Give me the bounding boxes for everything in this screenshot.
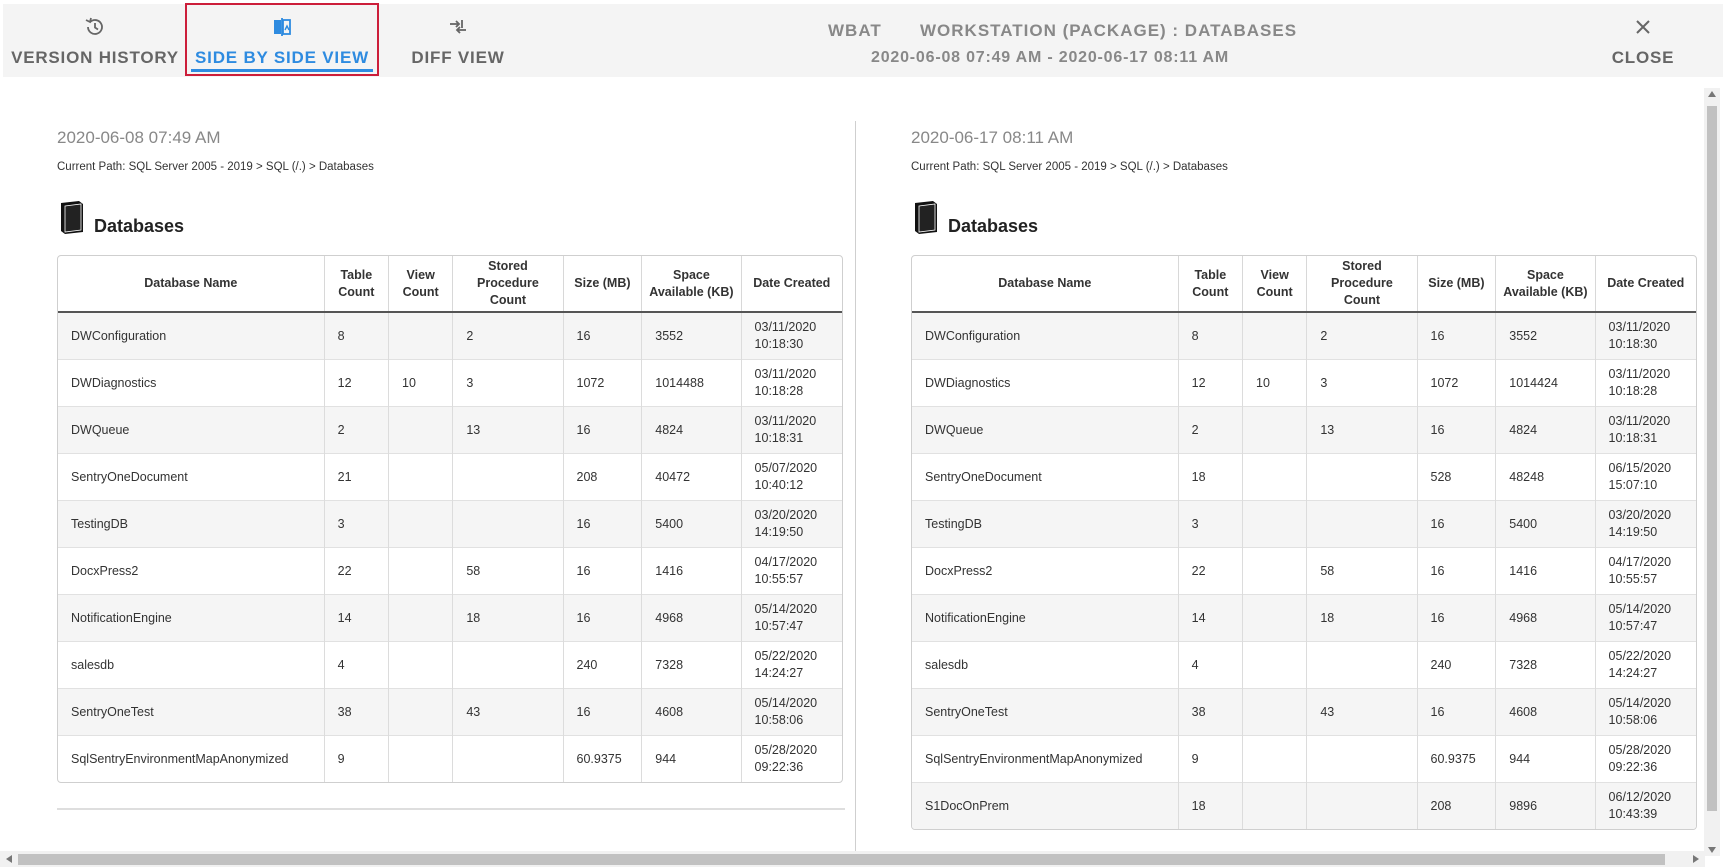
cell-size: 60.9375 [563, 736, 642, 783]
cell-space-available: 7328 [642, 642, 741, 689]
table-row [912, 312, 1696, 360]
table-header-row [58, 256, 842, 312]
col-database-name: Database Name [58, 256, 324, 312]
cell-table-count: 38 [1178, 689, 1242, 736]
cell-size: 16 [1417, 407, 1496, 454]
table-row [912, 501, 1696, 548]
cell-database-name: SentryOneDocument [58, 454, 324, 501]
left-bottom-rule [57, 808, 845, 810]
cell-table-count: 21 [324, 454, 388, 501]
cell-database-name: SqlSentryEnvironmentMapAnonymized [58, 736, 324, 783]
scroll-right-arrow-icon[interactable] [1693, 855, 1699, 863]
cell-stored-procedure-count: 43 [453, 689, 563, 736]
side-by-side-icon [187, 16, 377, 38]
table-row [912, 548, 1696, 595]
cell-view-count [1243, 548, 1307, 595]
cell-space-available: 1014488 [642, 360, 741, 407]
table-row [58, 689, 842, 736]
table-row [58, 642, 842, 689]
cell-space-available: 4968 [1496, 595, 1595, 642]
cell-size: 16 [563, 312, 642, 360]
cell-database-name: DWQueue [912, 407, 1178, 454]
cell-database-name: DWConfiguration [912, 312, 1178, 360]
cell-table-count: 12 [1178, 360, 1242, 407]
cell-space-available: 5400 [1496, 501, 1595, 548]
scroll-up-arrow-icon[interactable] [1708, 91, 1716, 97]
col-date-created: Date Created [1595, 256, 1696, 312]
cell-table-count: 2 [1178, 407, 1242, 454]
cell-table-count: 14 [1178, 595, 1242, 642]
cell-stored-procedure-count [1307, 501, 1417, 548]
cell-database-name: TestingDB [58, 501, 324, 548]
page-title: WORKSTATION (PACKAGE) : DATABASES [920, 21, 1298, 40]
cell-space-available: 1416 [1496, 548, 1595, 595]
table-row [58, 501, 842, 548]
cell-table-count: 22 [1178, 548, 1242, 595]
cell-view-count [389, 548, 453, 595]
col-view-count: View Count [1243, 256, 1307, 312]
cell-space-available: 5400 [642, 501, 741, 548]
cell-table-count: 14 [324, 595, 388, 642]
cell-space-available: 4824 [642, 407, 741, 454]
cell-date-created: 03/11/2020 10:18:30 [741, 312, 842, 360]
cell-stored-procedure-count [453, 642, 563, 689]
side-by-side-view-button[interactable] [185, 3, 379, 76]
table-row [58, 360, 842, 407]
cell-table-count: 3 [1178, 501, 1242, 548]
book-icon [59, 200, 85, 239]
cell-size: 208 [1417, 783, 1496, 830]
col-space-available: Space Available (KB) [642, 256, 741, 312]
cell-database-name: SqlSentryEnvironmentMapAnonymized [912, 736, 1178, 783]
cell-stored-procedure-count [453, 501, 563, 548]
table-row [912, 736, 1696, 783]
cell-database-name: DWDiagnostics [912, 360, 1178, 407]
cell-stored-procedure-count [1307, 783, 1417, 830]
right-databases-table [911, 255, 1697, 830]
cell-table-count: 12 [324, 360, 388, 407]
cell-database-name: DWConfiguration [58, 312, 324, 360]
cell-stored-procedure-count: 2 [1307, 312, 1417, 360]
cell-size: 60.9375 [1417, 736, 1496, 783]
cell-date-created: 03/20/2020 14:19:50 [1595, 501, 1696, 548]
cell-database-name: SentryOneDocument [912, 454, 1178, 501]
cell-date-created: 03/20/2020 14:19:50 [741, 501, 842, 548]
cell-size: 208 [563, 454, 642, 501]
cell-database-name: SentryOneTest [912, 689, 1178, 736]
table-row [58, 548, 842, 595]
cell-size: 528 [1417, 454, 1496, 501]
cell-view-count [1243, 736, 1307, 783]
cell-database-name: NotificationEngine [912, 595, 1178, 642]
cell-space-available: 40472 [642, 454, 741, 501]
cell-table-count: 8 [1178, 312, 1242, 360]
col-database-name: Database Name [912, 256, 1178, 312]
close-label: CLOSE [1611, 48, 1675, 67]
col-size: Size (MB) [1417, 256, 1496, 312]
cell-date-created: 03/11/2020 10:18:31 [741, 407, 842, 454]
horizontal-scroll-thumb[interactable] [18, 854, 1665, 865]
col-stored-procedure-count: Stored Procedure Count [453, 256, 563, 312]
col-table-count: Table Count [1178, 256, 1242, 312]
cell-stored-procedure-count [1307, 642, 1417, 689]
cell-table-count: 8 [324, 312, 388, 360]
cell-stored-procedure-count [453, 736, 563, 783]
cell-size: 16 [1417, 689, 1496, 736]
cell-table-count: 18 [1178, 454, 1242, 501]
diff-icon [403, 16, 513, 38]
cell-size: 16 [1417, 501, 1496, 548]
table-row [58, 454, 842, 501]
history-icon [11, 16, 179, 38]
cell-size: 1072 [563, 360, 642, 407]
diff-view-button[interactable] [403, 4, 513, 77]
cell-date-created: 05/28/2020 09:22:36 [1595, 736, 1696, 783]
cell-database-name: DWDiagnostics [58, 360, 324, 407]
cell-date-created: 05/22/2020 14:24:27 [1595, 642, 1696, 689]
cell-space-available: 1416 [642, 548, 741, 595]
table-row [912, 783, 1696, 830]
cell-space-available: 3552 [642, 312, 741, 360]
table-row [58, 407, 842, 454]
cell-size: 16 [563, 407, 642, 454]
table-row [912, 454, 1696, 501]
cell-view-count [1243, 501, 1307, 548]
cell-size: 1072 [1417, 360, 1496, 407]
cell-size: 16 [1417, 312, 1496, 360]
cell-view-count [389, 689, 453, 736]
cell-size: 16 [563, 595, 642, 642]
col-view-count: View Count [389, 256, 453, 312]
cell-space-available: 9896 [1496, 783, 1595, 830]
col-size: Size (MB) [563, 256, 642, 312]
cell-date-created: 03/11/2020 10:18:30 [1595, 312, 1696, 360]
cell-view-count [1243, 783, 1307, 830]
left-databases-table [57, 255, 843, 783]
table-row [58, 736, 842, 783]
cell-database-name: NotificationEngine [58, 595, 324, 642]
right-current-path: Current Path: SQL Server 2005 - 2019 > SQL (/.) > Databases [911, 161, 1228, 173]
cell-stored-procedure-count [1307, 736, 1417, 783]
cell-table-count: 4 [1178, 642, 1242, 689]
horizontal-scrollbar[interactable] [0, 851, 1705, 867]
cell-date-created: 06/12/2020 10:43:39 [1595, 783, 1696, 830]
right-timestamp: 2020-06-17 08:11 AM [911, 128, 1074, 147]
cell-stored-procedure-count [1307, 454, 1417, 501]
close-button[interactable] [1593, 4, 1693, 77]
cell-view-count [1243, 407, 1307, 454]
cell-stored-procedure-count: 3 [1307, 360, 1417, 407]
left-section-title: Databases [94, 216, 185, 236]
cell-table-count: 18 [1178, 783, 1242, 830]
cell-database-name: salesdb [912, 642, 1178, 689]
cell-database-name: TestingDB [912, 501, 1178, 548]
table-row [912, 642, 1696, 689]
col-date-created: Date Created [741, 256, 842, 312]
table-row [912, 360, 1696, 407]
cell-table-count: 9 [324, 736, 388, 783]
table-row [912, 407, 1696, 454]
cell-view-count [1243, 689, 1307, 736]
cell-stored-procedure-count: 3 [453, 360, 563, 407]
vertical-scrollbar[interactable] [1704, 88, 1720, 856]
cell-date-created: 06/15/2020 15:07:10 [1595, 454, 1696, 501]
active-tab-indicator [191, 69, 373, 72]
cell-space-available: 7328 [1496, 642, 1595, 689]
cell-view-count [389, 501, 453, 548]
app-name: WBAT [828, 21, 882, 40]
cell-space-available: 4608 [1496, 689, 1595, 736]
col-stored-procedure-count: Stored Procedure Count [1307, 256, 1417, 312]
cell-stored-procedure-count: 43 [1307, 689, 1417, 736]
cell-date-created: 04/17/2020 10:55:57 [741, 548, 842, 595]
cell-space-available: 4968 [642, 595, 741, 642]
cell-database-name: DocxPress2 [912, 548, 1178, 595]
cell-view-count [1243, 642, 1307, 689]
cell-size: 16 [563, 689, 642, 736]
panel-divider [855, 121, 856, 853]
date-range: 2020-06-08 07:49 AM - 2020-06-17 08:11 AM [871, 49, 1230, 66]
cell-stored-procedure-count: 58 [1307, 548, 1417, 595]
cell-space-available: 48248 [1496, 454, 1595, 501]
cell-space-available: 4608 [642, 689, 741, 736]
table-header-row [912, 256, 1696, 312]
diff-view-label: DIFF VIEW [411, 48, 505, 67]
version-history-button[interactable] [11, 4, 179, 77]
toolbar [3, 4, 1723, 77]
cell-size: 16 [1417, 595, 1496, 642]
cell-table-count: 38 [324, 689, 388, 736]
right-section-title: Databases [948, 216, 1039, 236]
cell-view-count [1243, 595, 1307, 642]
close-icon [1593, 16, 1693, 38]
cell-view-count [389, 407, 453, 454]
cell-size: 16 [1417, 548, 1496, 595]
cell-size: 240 [1417, 642, 1496, 689]
cell-size: 16 [563, 548, 642, 595]
cell-view-count: 10 [389, 360, 453, 407]
cell-stored-procedure-count: 13 [1307, 407, 1417, 454]
cell-date-created: 03/11/2020 10:18:28 [1595, 360, 1696, 407]
cell-date-created: 05/14/2020 10:57:47 [741, 595, 842, 642]
left-timestamp: 2020-06-08 07:49 AM [57, 128, 221, 147]
cell-view-count [389, 595, 453, 642]
side-by-side-view-label: SIDE BY SIDE VIEW [195, 48, 369, 67]
vertical-scroll-thumb[interactable] [1707, 106, 1717, 811]
cell-stored-procedure-count: 2 [453, 312, 563, 360]
cell-stored-procedure-count: 13 [453, 407, 563, 454]
cell-space-available: 3552 [1496, 312, 1595, 360]
cell-stored-procedure-count: 58 [453, 548, 563, 595]
table-row [912, 595, 1696, 642]
table-row [58, 595, 842, 642]
cell-space-available: 944 [1496, 736, 1595, 783]
col-space-available: Space Available (KB) [1496, 256, 1595, 312]
cell-table-count: 9 [1178, 736, 1242, 783]
cell-space-available: 944 [642, 736, 741, 783]
cell-database-name: DocxPress2 [58, 548, 324, 595]
cell-size: 240 [563, 642, 642, 689]
cell-view-count [1243, 454, 1307, 501]
cell-date-created: 05/07/2020 10:40:12 [741, 454, 842, 501]
cell-view-count [389, 454, 453, 501]
cell-table-count: 3 [324, 501, 388, 548]
cell-size: 16 [563, 501, 642, 548]
cell-date-created: 05/22/2020 14:24:27 [741, 642, 842, 689]
cell-view-count [389, 312, 453, 360]
cell-database-name: S1DocOnPrem [912, 783, 1178, 830]
cell-database-name: DWQueue [58, 407, 324, 454]
scroll-down-arrow-icon[interactable] [1708, 847, 1716, 853]
cell-space-available: 1014424 [1496, 360, 1595, 407]
left-current-path: Current Path: SQL Server 2005 - 2019 > SQL (/.) > Databases [57, 161, 374, 173]
cell-stored-procedure-count [453, 454, 563, 501]
cell-view-count [389, 736, 453, 783]
col-table-count: Table Count [324, 256, 388, 312]
cell-table-count: 22 [324, 548, 388, 595]
cell-date-created: 05/14/2020 10:58:06 [741, 689, 842, 736]
cell-date-created: 05/14/2020 10:57:47 [1595, 595, 1696, 642]
book-icon [913, 200, 939, 239]
version-history-label: VERSION HISTORY [11, 48, 179, 67]
cell-table-count: 4 [324, 642, 388, 689]
cell-view-count [1243, 312, 1307, 360]
table-row [912, 689, 1696, 736]
cell-view-count [389, 642, 453, 689]
cell-date-created: 05/14/2020 10:58:06 [1595, 689, 1696, 736]
scroll-left-arrow-icon[interactable] [6, 855, 12, 863]
table-row [58, 312, 842, 360]
cell-date-created: 04/17/2020 10:55:57 [1595, 548, 1696, 595]
cell-space-available: 4824 [1496, 407, 1595, 454]
cell-date-created: 03/11/2020 10:18:31 [1595, 407, 1696, 454]
cell-table-count: 2 [324, 407, 388, 454]
cell-stored-procedure-count: 18 [453, 595, 563, 642]
cell-date-created: 03/11/2020 10:18:28 [741, 360, 842, 407]
cell-view-count: 10 [1243, 360, 1307, 407]
cell-database-name: salesdb [58, 642, 324, 689]
cell-stored-procedure-count: 18 [1307, 595, 1417, 642]
cell-database-name: SentryOneTest [58, 689, 324, 736]
cell-date-created: 05/28/2020 09:22:36 [741, 736, 842, 783]
